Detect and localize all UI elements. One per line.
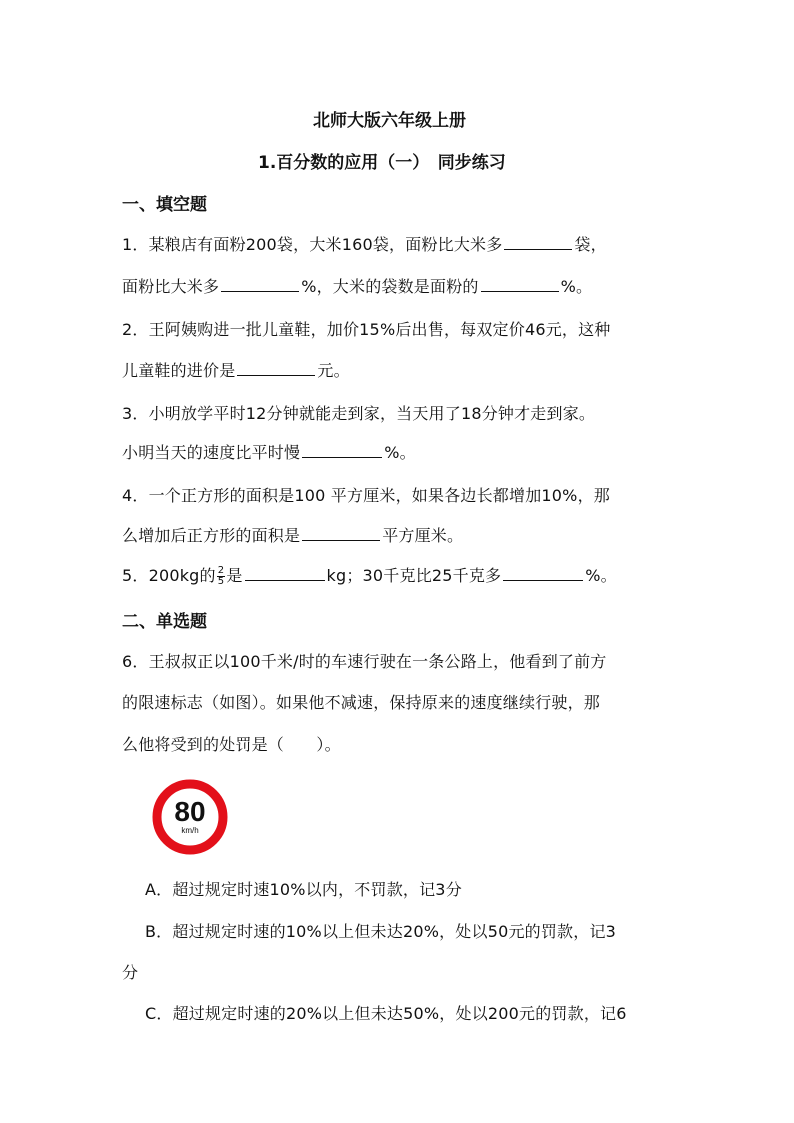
question-4-line-1: 4．一个正方形的面积是100 平方厘米，如果各边长都增加10%，那 [122,486,610,505]
option-b-line-2[interactable]: 分 [122,963,139,982]
question-5-text-b: 是 [226,566,243,585]
question-3-text-b: %。 [384,443,416,462]
question-2-text-a: 儿童鞋的进价是 [122,361,236,380]
question-2-text-b: 元。 [317,361,350,380]
answer-blank-q2[interactable] [237,359,315,376]
question-5-line [122,563,617,587]
answer-blank-q1-bags[interactable] [504,233,572,250]
question-4-text-b: 平方厘米。 [382,526,464,545]
question-6-line-2: 的限速标志（如图）。如果他不减速，保持原来的速度继续行驶，那 [122,693,601,712]
question-4-line-2 [122,523,463,546]
question-3-line-1: 3．小明放学平时12分钟就能走到家，当天用了18分钟才走到家。 [122,404,596,423]
question-5-text-c: kg；30千克比25千克多 [326,566,502,585]
section-single-choice-heading: 二、单选题 [122,612,207,632]
question-1-text-c: 面粉比大米多 [122,277,220,296]
question-5-text-a: 5．200kg的 [122,566,216,585]
question-1-text-d: %，大米的袋数是面粉的 [301,277,479,296]
question-2-line-2 [122,358,350,381]
section-fill-blank-heading: 一、填空题 [122,195,207,215]
sign-speed-value: 80 [174,796,206,827]
fraction-denominator: 5 [217,576,225,587]
sign-unit: km/h [181,826,199,835]
question-1-text-b: 袋， [574,235,607,254]
speed-limit-sign-icon [152,779,228,855]
answer-blank-q5-kg[interactable] [245,564,325,581]
question-1-line-2 [122,274,592,297]
question-6-line-1: 6．王叔叔正以100千米/时的车速行驶在一条公路上，他看到了前方 [122,652,607,671]
fraction-numerator: 2 [217,565,225,576]
question-3-text-a: 小明当天的速度比平时慢 [122,443,301,462]
answer-blank-q5-percent[interactable] [503,564,583,581]
lesson-subtitle: 1.百分数的应用（一） 同步练习 [258,153,506,173]
answer-blank-q1-percent-of[interactable] [481,275,559,292]
answer-blank-q4[interactable] [302,524,380,541]
question-1-line-1 [122,232,607,255]
question-6-line-3: 么他将受到的处罚是（ ）。 [122,735,341,754]
question-5-text-d: %。 [585,566,617,585]
document-title: 北师大版六年级上册 [313,111,466,131]
question-1-text-e: %。 [560,277,593,296]
question-4-text-a: 么增加后正方形的面积是 [122,526,301,545]
option-a[interactable]: A．超过规定时速10%以内，不罚款，记3分 [145,880,462,899]
question-3-line-2 [122,440,416,463]
option-c-line-1[interactable]: C．超过规定时速的20%以上但未达50%，处以200元的罚款，记6 [145,1004,627,1023]
answer-blank-q3[interactable] [302,441,382,458]
option-b-line-1[interactable]: B．超过规定时速的10%以上但未达20%，处以50元的罚款，记3 [145,922,617,941]
answer-blank-q1-percent-more[interactable] [221,275,299,292]
question-1-text-a: 1．某粮店有面粉200袋，大米160袋，面粉比大米多 [122,235,503,254]
question-2-line-1: 2．王阿姨购进一批儿童鞋，加价15%后出售，每双定价46元，这种 [122,320,611,339]
fraction-two-fifths [217,566,226,587]
